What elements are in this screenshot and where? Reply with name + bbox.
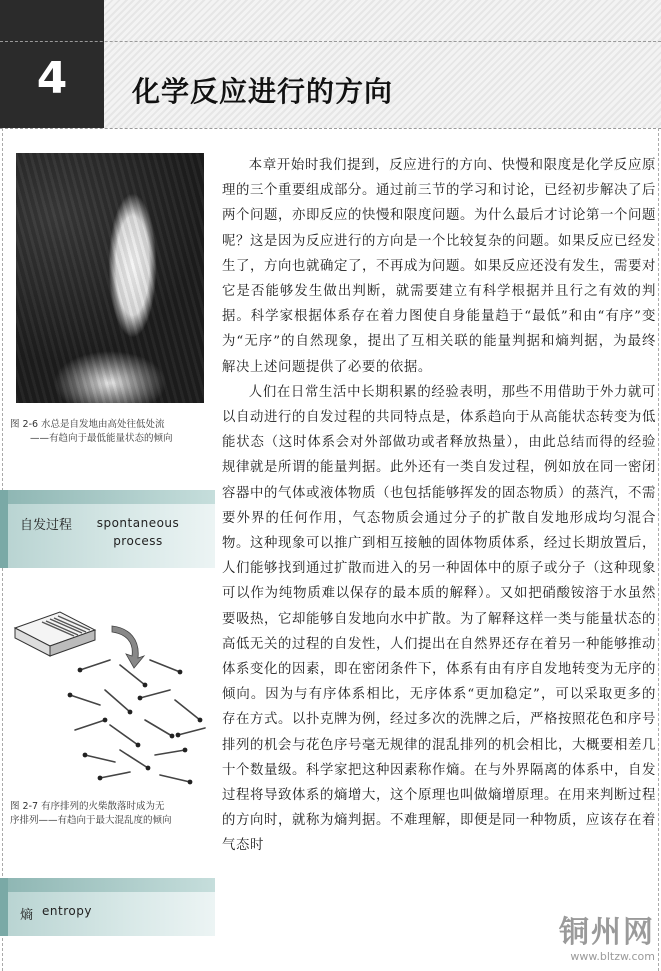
- paragraph: 人们在日常生活中长期积累的经验表明，那些不用借助于外力就可以自动进行的自发过程的共同特点是，体系趋向于从高能状态转变为低能状态（这时体系会对外部做功或者释放热量），由此总结而得的经验规律就是所谓的能量判据。此外还有一类自发过程，例如放在同一密闭容器中的气体或液体物质（也包括能够挥发的固态物质）的蒸汽，不需要外界的任何作用，气态物质会通过分子的扩散自发地形成均匀混合物。这种现象可以推广到相互接触的固体物质体系，经过长期放置后，人们能够找到通过扩散而进入的另一种固体中的原子或分子（这种现象可以作为纯物质难以保存的最本质的解释）。又如把硝酸铵溶于水虽然要吸热，它却能够自发地向水中扩散。为了解释这样一类与能量状态的高低无关的过程的自发性，人们提出在自然界还存在着另一种能够推动体系变化的因素，即在密闭条件下，体系有由有序自发地转变为无序的倾向。因为与有序体系相比，无序体系“更加稳定”，可以采取更多的存在方式。以扑克牌为例，经过多次的洗牌之后，严格按照花色和序号排列的机会与花色序号毫无规律的混乱排列的机会相比，大概要相差几十个数量级。科学家把这种因素称作熵。在与外界隔离的体系中，自发过程将导致体系的熵增大，这个原理也叫做熵增原理。在用来判断过程的方向时，就称为熵判据。不难理解，即便是同一种物质，应该存在着气态时: [222, 384, 656, 854]
- chapter-title: 化学反应进行的方向: [132, 75, 394, 108]
- caption-line: 图 2-6 水总是自发地由高处往低处流: [10, 419, 165, 430]
- term-box-header: [8, 878, 215, 892]
- paragraph: 本章开始时我们提到，反应进行的方向、快慢和限度是化学反应原理的三个重要组成部分。通过前三节的学习和讨论，已经初步解决了后两个问题，亦即反应的快慢和限度问题。为什么最后才讨论第一个问题呢？这是因为反应进行的方向是一个比较复杂的问题。如果反应已经发生了，方向也就确定了，不再成为问题。如果反应还没有发生，需要对它是否能够发生做出判断，就需要建立有科学根据并且行之有效的判据。科学家根据体系存在着力图使自身能量趋于“最低”和由“有序”变为“无序”的自然现象，提出了互相关联的能量判据和熵判据，为最终解决上述问题提供了必要的依据。: [222, 158, 656, 375]
- caption-line: 序排列——有趋向于最大混乱度的倾向: [10, 815, 172, 826]
- figure-caption: [10, 800, 215, 828]
- watermark: [559, 916, 655, 963]
- top-rule: [0, 41, 661, 42]
- term-box-entropy: [0, 878, 215, 936]
- term-zh: 熵: [20, 908, 34, 923]
- watermark-text: 铜州网: [559, 915, 655, 950]
- term-en: entropy: [42, 904, 92, 918]
- caption-line: 图 2-7 有序排列的火柴散落时成为无: [10, 801, 165, 812]
- figure-caption: [10, 418, 215, 446]
- page-right-border: [658, 128, 659, 971]
- term-zh: 自发过程: [20, 518, 73, 533]
- watermark-url: www.bltzw.com: [570, 950, 655, 963]
- term-box-header: [8, 490, 215, 504]
- chapter-number: 4: [36, 53, 68, 104]
- scattered-matches-illustration: [60, 650, 210, 790]
- caption-line: ——有趋向于最低能量状态的倾向: [30, 433, 173, 444]
- chapter-number-block: [0, 0, 104, 128]
- term-box-spontaneous: [0, 490, 215, 568]
- body-text: [222, 153, 656, 859]
- term-en: spontaneous process: [96, 516, 180, 548]
- waterfall-photo: [16, 153, 204, 403]
- header-rule: [0, 128, 661, 129]
